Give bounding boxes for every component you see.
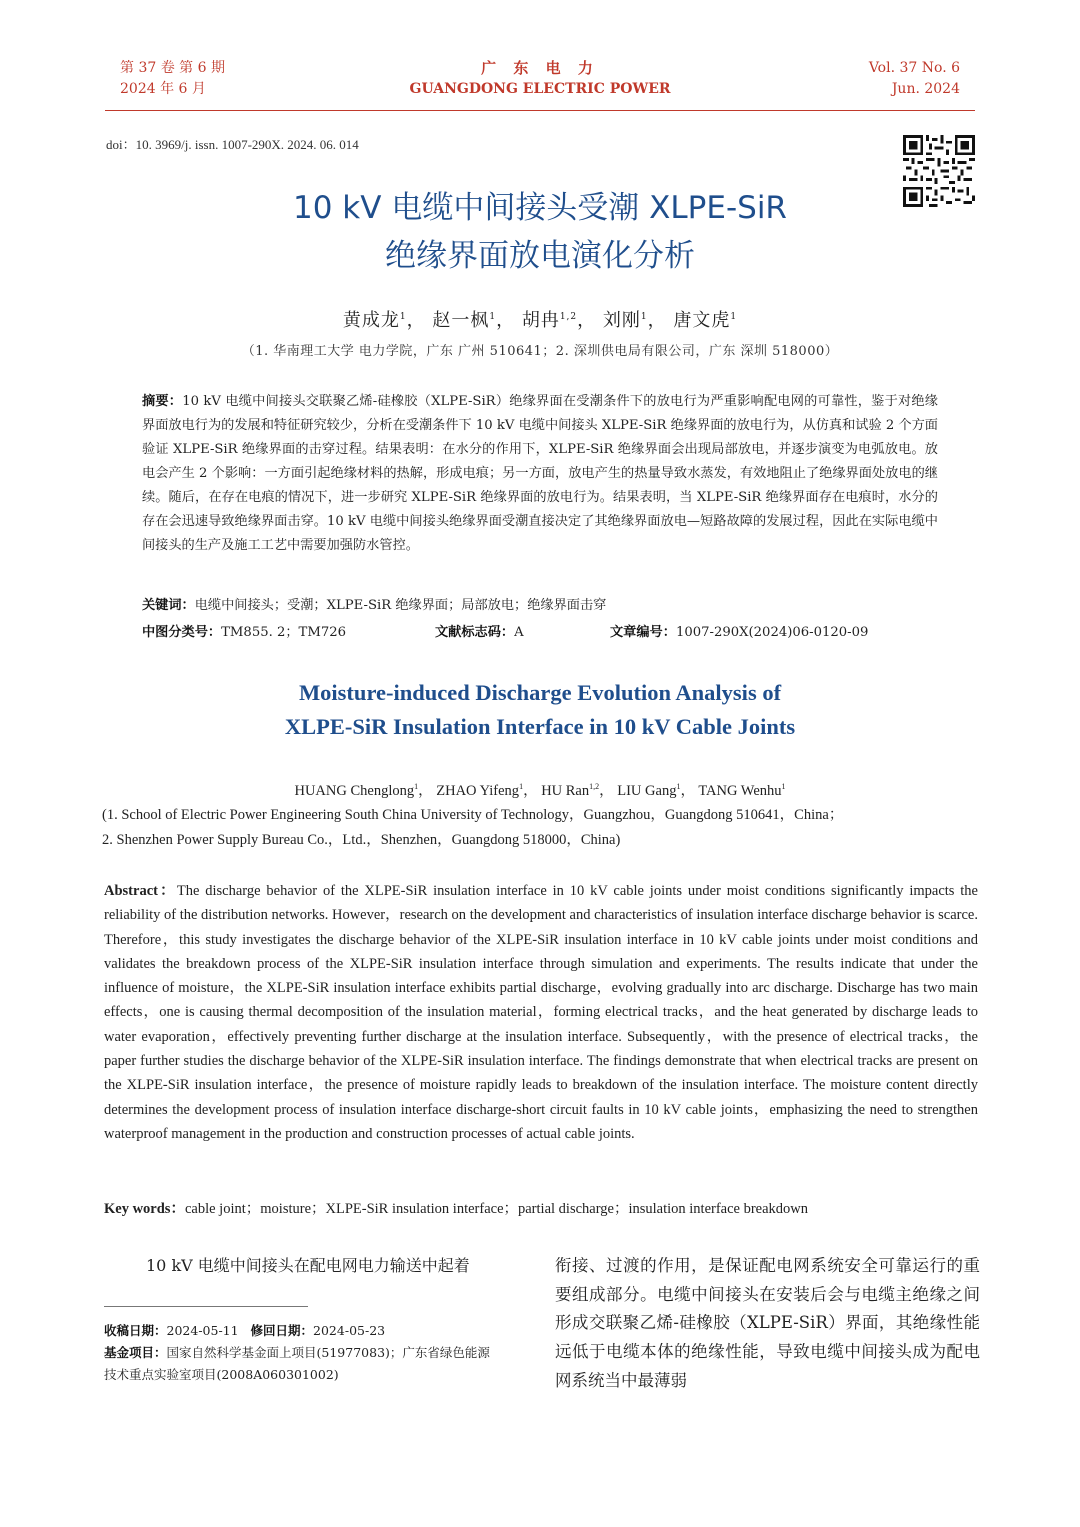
header-vol-no: Vol. 37 No. 6: [868, 60, 960, 76]
footnote-dates: 收稿日期：2024-05-11 修回日期：2024-05-23: [104, 1323, 386, 1338]
abstract-cn: [142, 390, 938, 558]
author-cn: 刘刚$^1$，: [602, 310, 667, 331]
doc-code: 文献标志码：A: [435, 625, 524, 640]
author-cn: 赵一枫$^1$，: [432, 310, 516, 331]
abstract-en: [104, 879, 978, 1146]
affiliation-en-2: 2. Shenzhen Power Supply Bureau Co.，Ltd.，Shenzhen，Guangdong 518000，China): [102, 832, 621, 848]
author-en: ZHAO Yifeng$^1$，: [436, 782, 538, 799]
author-en: HUANG Chenglong$^1$，: [294, 782, 433, 799]
author-cn: 唐文虎$^1$: [673, 310, 738, 331]
clc: 中图分类号：TM855. 2；TM726: [142, 625, 347, 640]
keywords-cn: [142, 594, 938, 618]
header-volume-en: [869, 58, 960, 100]
authors-cn: [0, 306, 1080, 332]
keywords-en: [104, 1197, 978, 1218]
article-number: 文章编号：1007-290X(2024)06-0120-09: [610, 625, 869, 640]
abstract-cn-text: 10 kV 电缆中间接头交联聚乙烯-硅橡胶（XLPE-SiR）绝缘界面在受潮条件下的放电行为严重影响配电网的可靠性，鉴于对绝缘界面放电行为的发展和特征研究较少，分析在受潮条件下 10 kV 电缆中间接头 XLPE-SiR 绝缘界面的放电行为，从仿真和试验 2 个方面验证 XLPE-SiR 绝缘界面的击穿过程。结果表明：在水分的作用下，XLPE-SiR 绝缘界面会出现局部放电，并逐步演变为电弧放电。放电会产生 2 个影响：一方面引起绝缘材料的热解，形成电痕；另一方面，放电产生的热量导致水蒸发，有效地阻止了绝缘界面处放电的继续。随后，在存在电痕的情况下，进一步研究 XLPE-SiR 绝缘界面的放电行为。结果表明，当 XLPE-SiR 绝缘界面存在电痕时，水分的存在会迅速导致绝缘界面击穿。10 kV 电缆中间接头绝缘界面受潮直接决定了其绝缘界面放电—短路故障的发展过程，因此在实际电缆中间接头的生产及施工工艺中需要加强防水管控。: [142, 394, 938, 553]
body-left-column: [104, 1252, 530, 1280]
abstract-en-text: The discharge behavior of the XLPE-SiR insulation interface in 10 kV cable joints under moist conditions significantly impacts the reliability of the distribution networks. However，research on the development and characteristics of insulation interface discharge behavior is scarce. Therefore，this study investigates the discharge behavior of the XLPE-SiR insulation interface in 10 kV cable joints under moist conditions and validates the breakdown process of the XLPE-SiR insulation interface through simulation and experiments. The results indicate that under the influence of moisture，the XLPE-SiR insulation interface exhibits partial discharge，evolving gradually into arc discharge. Discharge has two main effects，one is causing thermal decomposition of the insulation material，forming electrical tracks，and the heat generated by discharge leads to water evaporation，effectively preventing further discharge at the insulation interface. Subsequently，with the presence of electrical tracks，the paper further studies the discharge behavior of the XLPE-SiR insulation interface. The findings demonstrate that when electrical tracks are present on the XLPE-SiR insulation interface，the presence of moisture rapidly leads to breakdown of the insulation interface. The moisture content directly determines the development process of insulation interface discharge-short circuit faults in 10 kV cable joints，emphasizing the need to strengthen waterproof management in the production and construction processes of actual cable joints.: [104, 883, 978, 1142]
journal-name-cn: 广 东 电 力: [481, 59, 599, 77]
title-en-line2: XLPE-SiR Insulation Interface in 10 kV Cable Joints: [284, 714, 796, 739]
header-divider: [105, 110, 975, 111]
authors-en: [0, 779, 1080, 800]
affiliation-en-1: (1. School of Electric Power Engineering South China University of Technology，Guangzhou，Guangdong 510641，China；: [102, 807, 844, 823]
doi: doi：10. 3969/j. issn. 1007-290X. 2024. 06. 014: [106, 137, 359, 152]
author-en: TANG Wenhu$^1$: [698, 782, 786, 799]
header-volume: 第 37 卷 第 6 期: [120, 60, 225, 76]
title-cn-line1: 10 kV 电缆中间接头受潮 XLPE-SiR: [293, 190, 787, 226]
keywords-en-text: cable joint；moisture；XLPE-SiR insulation interface；partial discharge；insulation interface breakdown: [184, 1201, 809, 1217]
abstract-cn-label: 摘要：: [142, 394, 183, 409]
keywords-cn-label: 关键词：: [142, 598, 195, 613]
journal-name-en: GUANGDONG ELECTRIC POWER: [409, 81, 671, 97]
footnotes: [104, 1320, 494, 1386]
footnote-divider: [104, 1306, 308, 1307]
author-cn: 胡冉$^{1,2}$，: [521, 310, 597, 331]
classification-row: [142, 621, 938, 645]
keywords-en-label: Key words：: [104, 1201, 185, 1217]
body-intro: 10 kV 电缆中间接头在配电网电力输送中起着: [146, 1256, 470, 1275]
abstract-en-label: Abstract：: [104, 883, 177, 899]
keywords-cn-text: 电缆中间接头；受潮；XLPE-SiR 绝缘界面；局部放电；绝缘界面击穿: [194, 598, 607, 613]
title-en: [0, 676, 1080, 744]
author-en: LIU Gang$^1$，: [617, 782, 695, 799]
header-date-en: Jun. 2024: [891, 81, 960, 97]
author-cn: 黄成龙$^1$，: [342, 310, 426, 331]
title-en-line1: Moisture-induced Discharge Evolution Analysis of: [298, 680, 782, 705]
author-en: HU Ran$^{1,2}$，: [541, 782, 614, 799]
footnote-fund: 基金项目：国家自然科学基金面上项目(51977083)；广东省绿色能源技术重点实验室项目(2008A060301002): [104, 1345, 490, 1382]
body-right-column: 衔接、过渡的作用，是保证配电网系统安全可靠运行的重要组成部分。电缆中间接头在安装后会与电缆主绝缘之间形成交联聚乙烯-硅橡胶（XLPE-SiR）界面，其绝缘性能远低于电缆本体的绝缘性能，导致电缆中间接头成为配电网系统当中最薄弱: [555, 1256, 980, 1390]
header-date-cn: 2024 年 6 月: [120, 81, 206, 97]
affiliations-en: [102, 803, 982, 853]
title-cn: [0, 184, 1080, 280]
affiliations-cn: （1. 华南理工大学 电力学院，广东 广州 510641；2. 深圳供电局有限公司，广东 深圳 518000）: [241, 344, 839, 359]
title-cn-line2: 绝缘界面放电演化分析: [385, 238, 695, 274]
